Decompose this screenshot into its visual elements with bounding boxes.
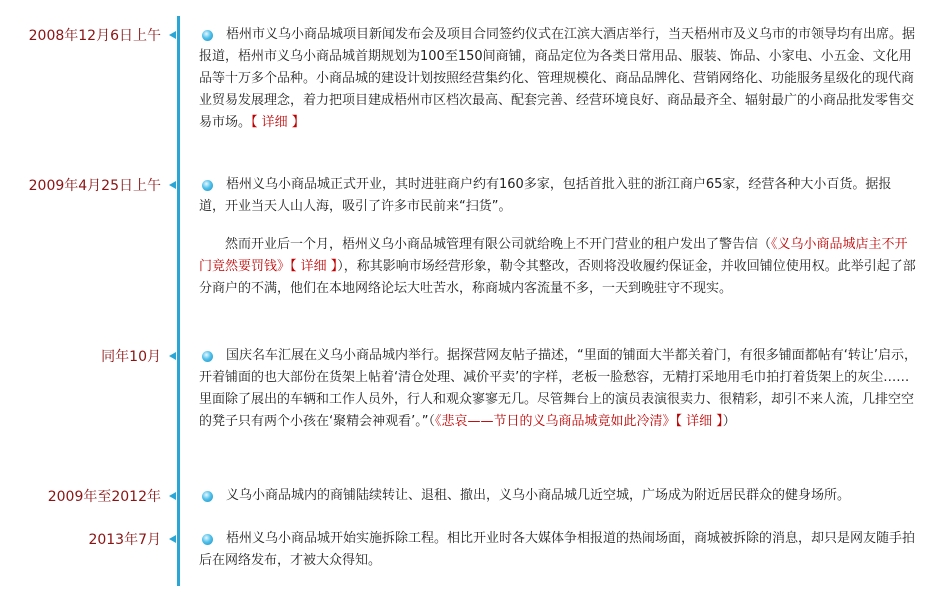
event-date: 2008年12月6日上午 bbox=[28, 28, 161, 44]
timeline-arrow-icon bbox=[169, 181, 176, 189]
event-date: 同年10月 bbox=[101, 349, 161, 365]
event-text: 义乌小商品城内的商铺陆续转让、退租、撤出，义乌小商品城几近空城，广场成为附近居民群众的健身场所。 bbox=[226, 488, 851, 503]
article-link[interactable]: 《悲哀——节日的义乌商品城竟如此冷清》【 详细 】 bbox=[435, 414, 723, 429]
event-text-tail: ），称其影响市场经营形象，勒令其整改，否则将没收履约保证金，并收回铺位使用权。此举引起了部分商户的不满，他们在本地网络论坛大吐苦水，称商城内客流量不多，一天到晚驻守不现实。 bbox=[199, 259, 916, 296]
timeline-arrow-icon bbox=[169, 31, 176, 39]
event-entry bbox=[199, 174, 917, 300]
event-entry bbox=[199, 24, 917, 134]
event-date: 2009年4月25日上午 bbox=[28, 178, 161, 194]
timeline-arrow-icon bbox=[169, 535, 176, 543]
event-text-tail: ） bbox=[722, 414, 736, 429]
event-text: 梧州义乌小商品城正式开业，其时进驻商户约有160多家，包括首批入驻的浙江商户65家，经营各种大小百货。据报道，开业当天人山人海，吸引了许多市民前来“扫货”。 bbox=[199, 177, 892, 214]
event-entry bbox=[199, 528, 917, 572]
event-text: 梧州市义乌小商品城项目新闻发布会及项目合同签约仪式在江滨大酒店举行，当天梧州市及义乌市的市领导均有出席。据报道，梧州市义乌小商品城首期规划为100至150间商铺，商品定位为各类日常用品、服装、饰品、小家电、小五金、文化用品等十万多个品种。小商品城的建设计划按照经营集约化、管理规模化、商品品牌化、营销网络化、功能服务星级化的现代商业贸易发展理念，着力把项目建成梧州市区档次最高、配套完善、经营环境良好、商品最齐全、辐射最广的小商品批发零售交易市场。 bbox=[199, 27, 916, 130]
timeline-arrow-icon bbox=[169, 492, 176, 500]
detail-link[interactable]: 【 详细 】 bbox=[251, 115, 305, 130]
event-text-continued: 然而开业后一个月，梧州义乌小商品城管理有限公司就给晚上不开门营业的租户发出了警告信（ bbox=[225, 237, 772, 252]
timeline-line bbox=[177, 16, 180, 586]
event-date: 2013年7月 bbox=[88, 532, 161, 548]
event-entry bbox=[199, 345, 917, 433]
event-text: 梧州义乌小商品城开始实施拆除工程。相比开业时各大媒体争相报道的热闹场面，商城被拆除的消息，却只是网友随手拍后在网络发布，才被大众得知。 bbox=[199, 531, 916, 568]
timeline-arrow-icon bbox=[169, 352, 176, 360]
article-link[interactable]: 《义乌小商品城店主不开门竟然要罚钱》【 详细 】 bbox=[199, 237, 908, 274]
event-text: 国庆名车汇展在义乌小商品城内举行。据探营网友帖子描述，“里面的铺面大半都关着门，有很多铺面都帖有‘转让’启示，开着铺面的也大部份在货架上帖着‘清仓处理、减价平卖’的字样，老板一脸愁容，无精打采地用毛巾拍打着货架上的灰尘…… 里面除了展出的车辆和工作人员外，行人和观众寥寥无几。尽管舞台上的演员表演很卖力、很精彩，却引不来人流，几排空空的凳子只有两个小孩在‘聚精会神观看’。”（ bbox=[199, 348, 918, 429]
event-entry bbox=[199, 485, 917, 507]
event-date: 2009年至2012年 bbox=[47, 489, 161, 505]
